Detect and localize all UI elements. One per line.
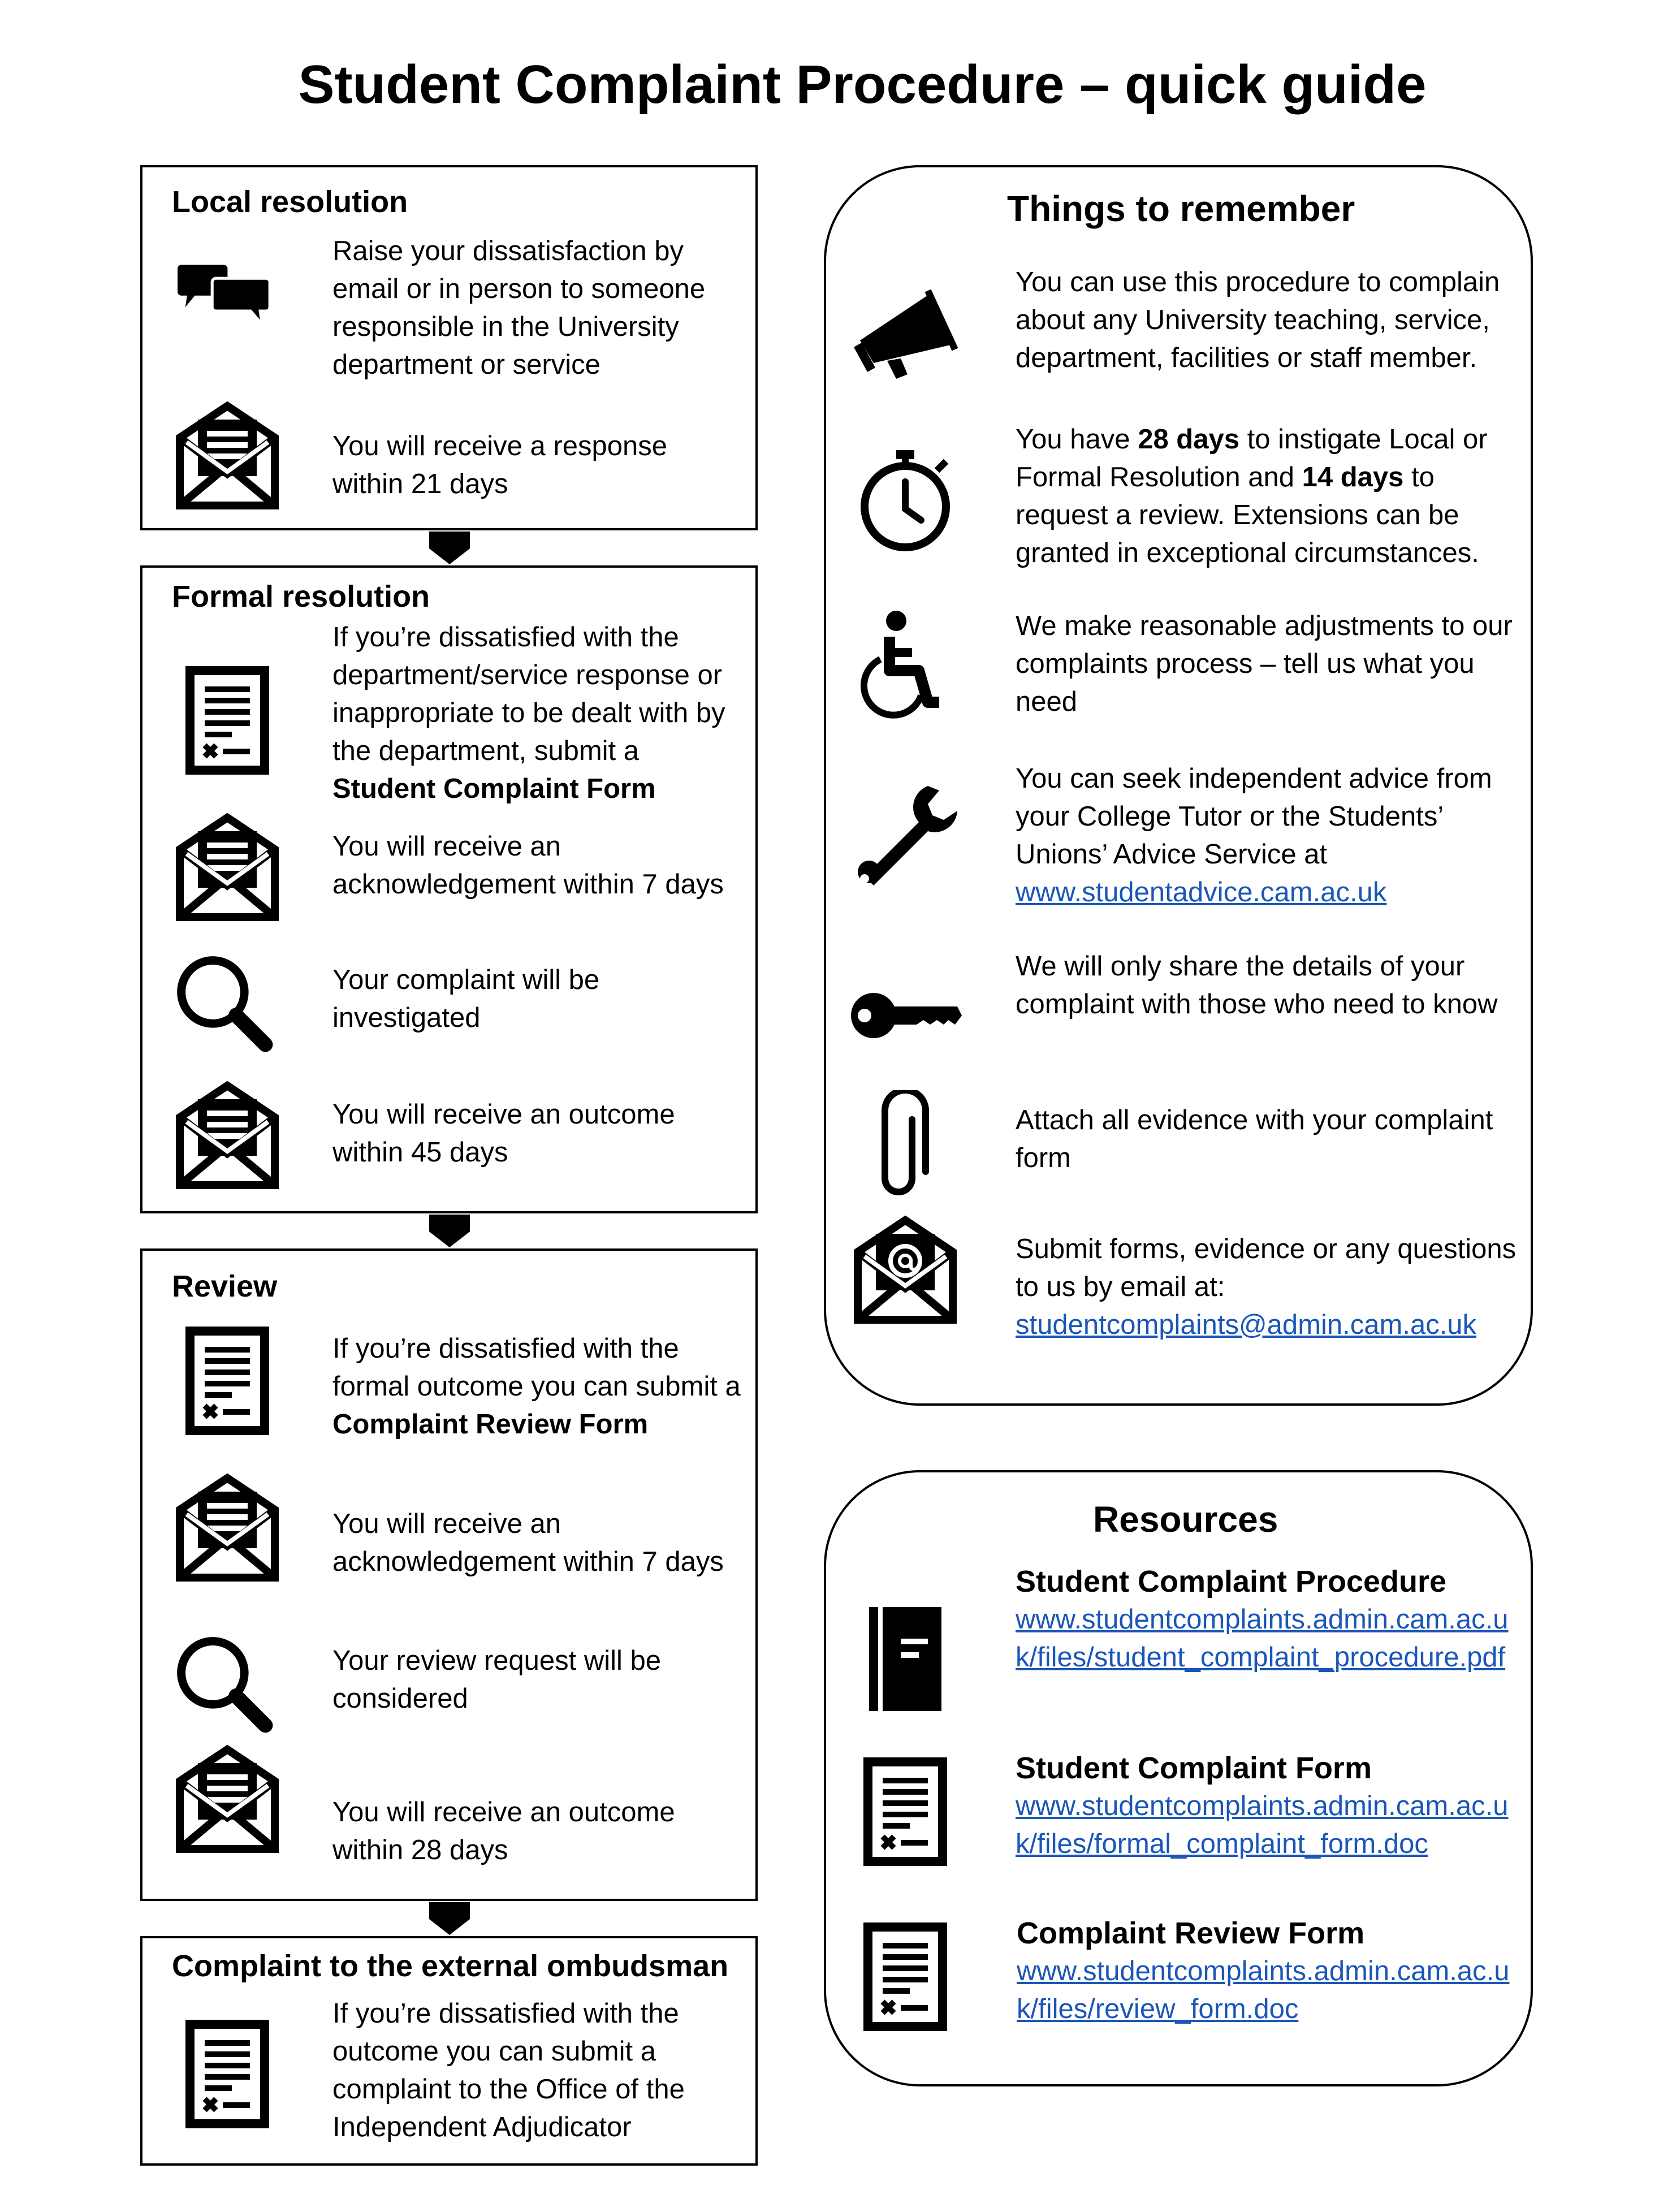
remember-item-scope-text: You can use this procedure to complain about any University teaching, service, department, facilities or staff member. [1016, 267, 1500, 373]
formal-step-investigate-text: Your complaint will be investigated [332, 965, 600, 1033]
megaphone-icon [849, 275, 962, 388]
flow-arrow-3 [429, 1902, 470, 1935]
wrench-icon [849, 777, 962, 890]
review-title: Review [172, 1269, 278, 1303]
remember-item-evidence-text: Attach all evidence with your complaint form [1016, 1105, 1493, 1173]
review-step-submit-text: If you’re dissatisfied with the formal outcome you can submit a Complaint Review Form [332, 1333, 741, 1440]
formal-resolution-title: Formal resolution [172, 580, 430, 614]
form-document-icon [171, 2017, 284, 2131]
wheelchair-icon [849, 607, 962, 720]
resource-link[interactable]: www.studentcomplaints.admin.cam.ac.uk/files/formal_complaint_form.doc [1016, 1791, 1509, 1859]
envelope-letter-icon [171, 1471, 284, 1584]
local-resolution-box [140, 165, 758, 530]
envelope-letter-icon [171, 399, 284, 512]
flow-arrow-2 [429, 1215, 470, 1247]
form-document-icon [171, 1324, 284, 1437]
stopwatch-icon [849, 443, 962, 556]
form-document-icon [849, 1920, 962, 2033]
remember-item-advice-text: You can seek independent advice from your College Tutor or the Students’ Unions’ Advice Service at www.studentadvice.cam.ac.uk [1016, 763, 1492, 908]
review-step-outcome-text: You will receive an outcome within 28 days [332, 1797, 675, 1865]
formal-step-ack-text: You will receive an acknowledgement within 7 days [332, 831, 724, 900]
remember-item-confidentiality-text: We will only share the details of your complaint with those who need to know [1016, 951, 1498, 1019]
magnifier-icon [171, 1631, 276, 1736]
resource-name: Student Complaint Procedure [1016, 1565, 1447, 1598]
resource-name: Complaint Review Form [1017, 1916, 1365, 1950]
resource-link[interactable]: www.studentcomplaints.admin.cam.ac.uk/files/review_form.doc [1017, 1956, 1510, 2024]
ombudsman-title: Complaint to the external ombudsman [172, 1949, 729, 1983]
remember-item-deadlines-text: You have 28 days to instigate Local or Formal Resolution and 14 days to request a review. Extensions can be granted in exceptional circumstances. [1016, 424, 1488, 568]
review-step-ack-text: You will receive an acknowledgement within 7 days [332, 1509, 724, 1577]
ombudsman-step-submit-text: If you’re dissatisfied with the outcome you can submit a complaint to the Office of the Independent Adjudicator [332, 1998, 685, 2142]
envelope-letter-icon [171, 1079, 284, 1192]
resource-link[interactable]: www.studentcomplaints.admin.cam.ac.uk/files/student_complaint_procedure.pdf [1016, 1604, 1509, 1673]
envelope-letter-icon [171, 811, 284, 924]
remember-item-adjustments-text: We make reasonable adjustments to our complaints process – tell us what you need [1016, 611, 1513, 717]
remember-item-submit-text: Submit forms, evidence or any questions to us by email at: studentcomplaints@admin.cam.ac.uk [1016, 1234, 1517, 1340]
complaints-email-link[interactable]: studentcomplaints@admin.cam.ac.uk [1016, 1310, 1477, 1340]
envelope-letter-icon [171, 1743, 284, 1856]
resources-title: Resources [1093, 1499, 1278, 1540]
things-to-remember-title: Things to remember [1007, 188, 1355, 229]
formal-step-submit-text: If you’re dissatisfied with the department/service response or inappropriate to be dealt with by the department, submit a Student Complaint Form [332, 622, 725, 804]
email-at-envelope-icon [849, 1213, 962, 1327]
page-title: Student Complaint Procedure – quick guide [298, 54, 1427, 115]
review-step-consider-text: Your review request will be considered [332, 1645, 662, 1714]
resources-box [824, 1470, 1533, 2086]
student-complaint-form-label: Student Complaint Form [332, 774, 656, 804]
local-step-raise-text: Raise your dissatisfaction by email or in person to someone responsible in the University department or service [332, 236, 706, 380]
student-advice-link[interactable]: www.studentadvice.cam.ac.uk [1016, 877, 1387, 908]
things-to-remember-box [824, 165, 1533, 1406]
complaint-review-form-label: Complaint Review Form [332, 1409, 649, 1440]
key-icon [849, 959, 962, 1072]
review-box [140, 1248, 758, 1901]
book-icon [849, 1602, 962, 1716]
formal-resolution-box [140, 565, 758, 1213]
paperclip-icon [849, 1090, 962, 1203]
resource-name: Student Complaint Form [1016, 1751, 1372, 1785]
local-resolution-title: Local resolution [172, 185, 408, 219]
ombudsman-box [140, 1936, 758, 2166]
form-document-icon [849, 1755, 962, 1868]
flow-arrow-1 [429, 532, 470, 564]
form-document-icon [171, 664, 284, 777]
formal-step-outcome-text: You will receive an outcome within 45 days [332, 1099, 675, 1168]
magnifier-icon [171, 950, 276, 1055]
local-step-response-text: You will receive a response within 21 days [332, 431, 667, 499]
speech-bubbles-icon [171, 244, 280, 340]
